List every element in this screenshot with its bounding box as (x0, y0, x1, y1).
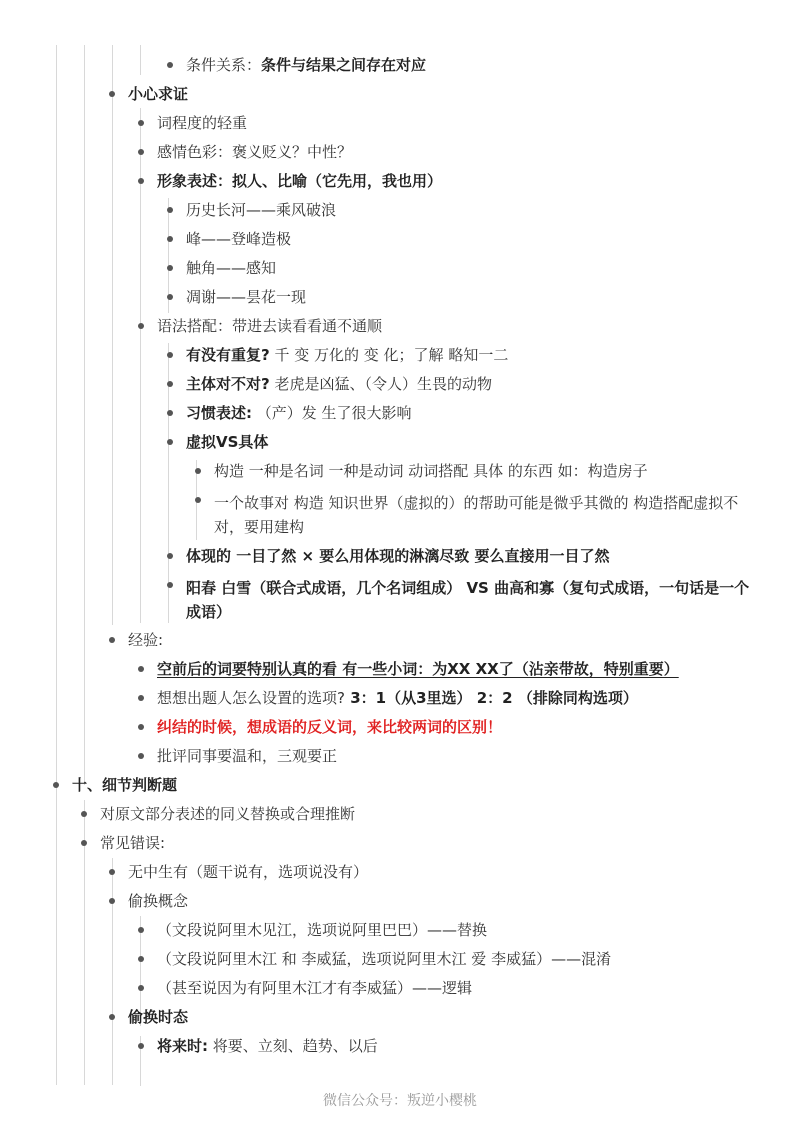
list-item: （文段说阿里木江 和 李威猛，选项说阿里木江 爱 李威猛）——混淆 (157, 950, 612, 968)
list-item: 批评同事要温和，三观要正 (157, 747, 338, 765)
bullet (195, 468, 201, 474)
list-item: 触角——感知 (186, 259, 277, 277)
list-item: 一个故事对 构造 知识世界（虚拟的）的帮助可能是微乎其微的 构造搭配虚拟不对，要用建构 (214, 494, 739, 536)
list-item: （文段说阿里木见江，选项说阿里巴巴）——替换 (157, 921, 488, 939)
section-heading: 经验: (128, 631, 164, 649)
bullet (53, 782, 59, 788)
bullet (167, 265, 173, 271)
bullet (138, 695, 144, 701)
list-item: 对原文部分表述的同义替换或合理推断 (100, 805, 356, 823)
list-item: 偷换概念 (128, 892, 189, 910)
indent-guide (112, 45, 113, 625)
footer-watermark: 微信公众号：叛逆小樱桃 (323, 1093, 477, 1109)
bullet (138, 666, 144, 672)
bullet (167, 352, 173, 358)
section-heading: 小心求证 (128, 85, 189, 103)
indent-guide (140, 108, 141, 623)
bullet (167, 381, 173, 387)
bullet (167, 439, 173, 445)
bullet (109, 869, 115, 875)
list-item: 阳春 白雪（联合式成语，几个名词组成） VS 曲高和寡（复句式成语，一句话是一个成语） (186, 579, 750, 621)
list-item: 习惯表述: （产）发 生了很大影响 (186, 404, 412, 422)
list-item: 有没有重复? 千 变 万化的 变 化；了解 略知一二 (186, 346, 509, 364)
list-item: 峰——登峰造极 (186, 230, 292, 248)
list-item: 感情色彩：褒义贬义？中性？ (157, 143, 353, 161)
indent-guide (84, 45, 85, 785)
bullet (167, 62, 173, 68)
list-item: 构造 一种是名词 一种是动词 动词搭配 具体 的东西 如：构造房子 (214, 462, 648, 480)
bullet (138, 1043, 144, 1049)
bullet (167, 553, 173, 559)
bullet (195, 497, 201, 503)
list-item: 无中生有（题干说有，选项说没有） (128, 863, 369, 881)
list-item: 凋谢——昙花一现 (186, 288, 307, 306)
list-item: 常见错误: (100, 834, 166, 852)
list-item: （甚至说因为有阿里木江才有李威猛）——逻辑 (157, 979, 473, 997)
list-item: 想想出题人怎么设置的选项? 3：1（从3里选） 2：2 （排除同构选项） (157, 689, 638, 707)
bullet (167, 410, 173, 416)
bullet (109, 898, 115, 904)
list-item: 纠结的时候，想成语的反义词，来比较两词的区别！ (157, 718, 503, 736)
list-item: 形象表述：拟人、比喻（它先用，我也用） (157, 172, 443, 190)
list-item: 将来时: 将要、立刻、趋势、以后 (157, 1037, 378, 1055)
indent-guide (140, 45, 141, 75)
bullet (138, 323, 144, 329)
bullet (167, 294, 173, 300)
bullet (138, 120, 144, 126)
list-item: 历史长河——乘风破浪 (186, 201, 337, 219)
list-item: 语法搭配：带进去读看看通不通顺 (157, 317, 383, 335)
bullet (167, 582, 173, 588)
section-heading: 十、细节判断题 (72, 776, 178, 794)
list-item: 空前后的词要特别认真的看 有一些小词：为XX XX了（沾亲带故，特别重要） (157, 660, 679, 678)
list-item: 虚拟VS具体 (186, 433, 269, 451)
list-item: 条件关系：条件与结果之间存在对应 (186, 56, 427, 74)
bullet (109, 91, 115, 97)
bullet (81, 811, 87, 817)
list-item: 词程度的轻重 (157, 114, 248, 132)
list-item: 体现的 一目了然 × 要么用体现的淋漓尽致 要么直接用一目了然 (186, 547, 610, 565)
bullet (109, 637, 115, 643)
bullet (138, 927, 144, 933)
indent-guide (56, 45, 57, 1085)
bullet (138, 149, 144, 155)
bullet (138, 985, 144, 991)
list-item: 偷换时态 (128, 1008, 189, 1026)
bullet (167, 207, 173, 213)
bullet (138, 724, 144, 730)
bullet (138, 956, 144, 962)
bullet (81, 840, 87, 846)
list-item: 主体对不对? 老虎是凶猛、（令人）生畏的动物 (186, 375, 492, 393)
bullet (167, 236, 173, 242)
indent-guide (112, 858, 113, 1085)
bullet (138, 178, 144, 184)
bullet (138, 753, 144, 759)
bullet (109, 1014, 115, 1020)
